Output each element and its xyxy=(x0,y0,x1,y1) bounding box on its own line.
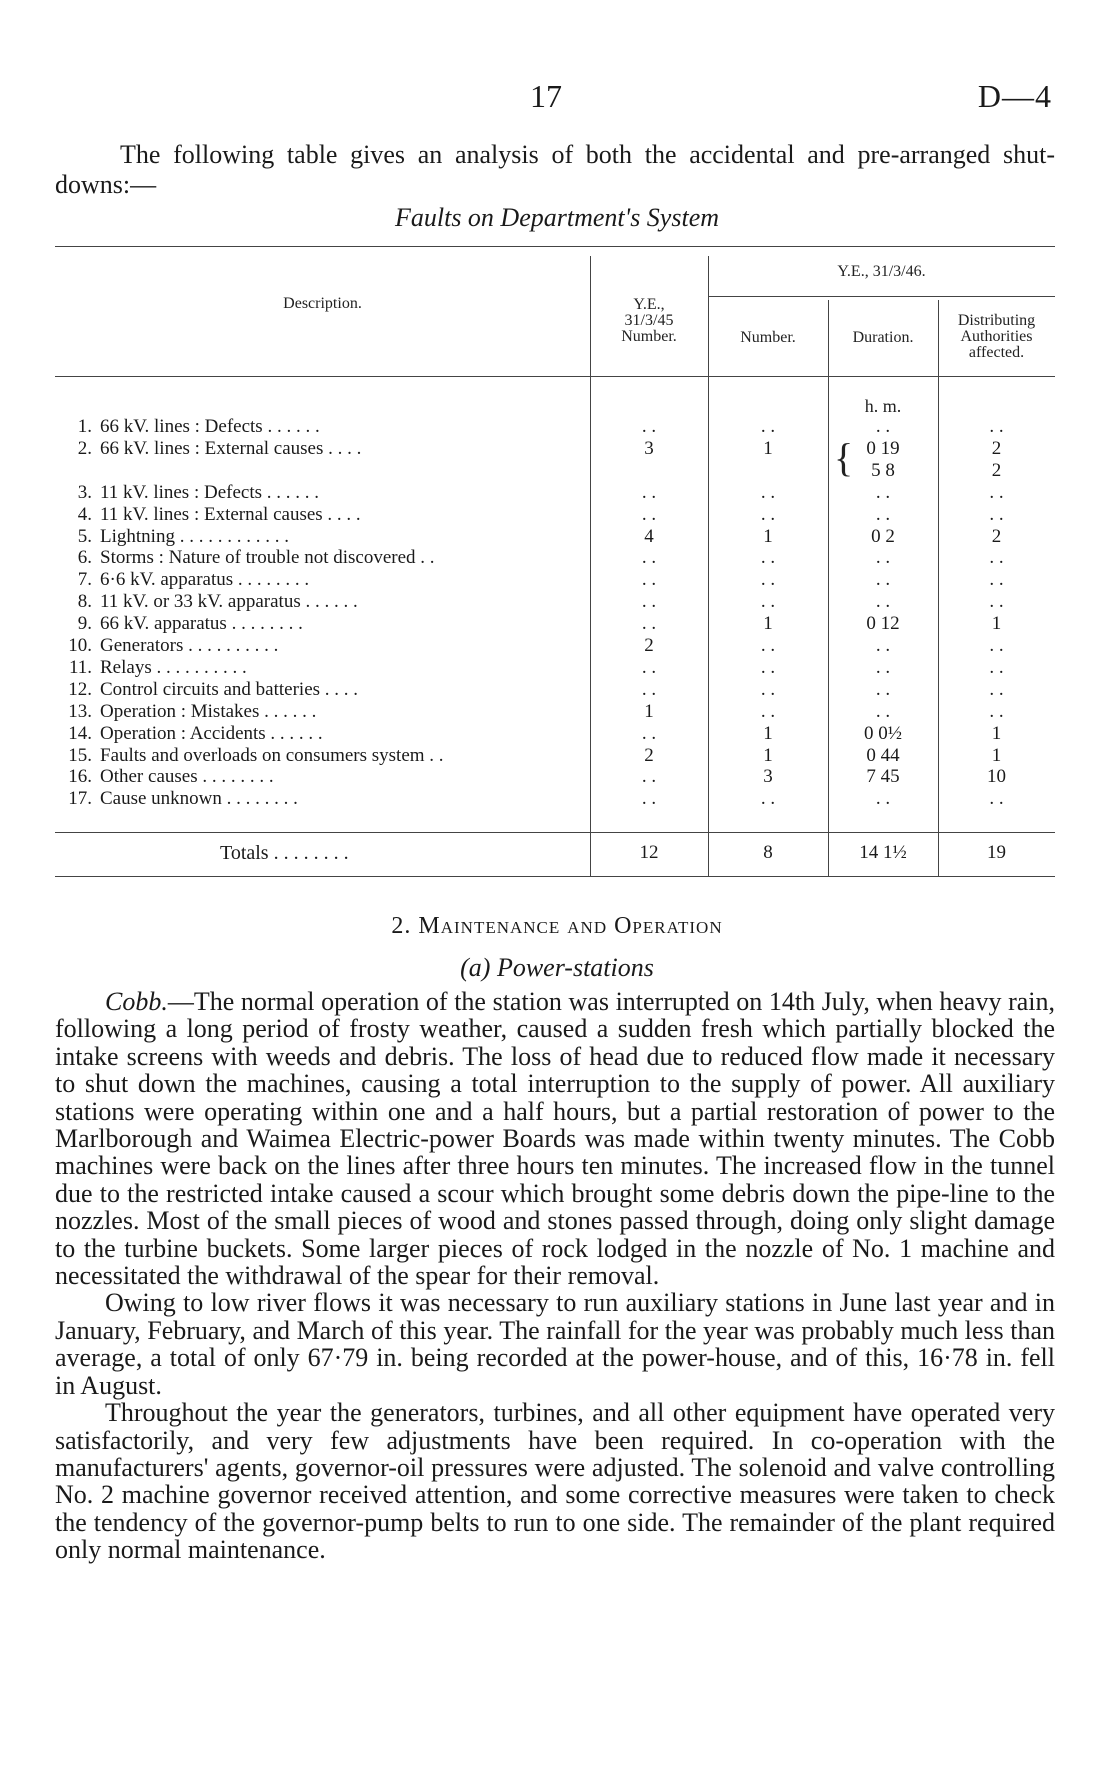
cell-ye45-number: . . xyxy=(641,416,657,437)
cell-number: 1 xyxy=(763,722,773,744)
table-row xyxy=(0,591,1114,613)
table-row xyxy=(0,482,1114,504)
cell-ye45-number: . . xyxy=(641,788,657,810)
section-heading: 2. Maintenance and Operation xyxy=(391,913,723,939)
cell-distributing: . . xyxy=(989,591,1004,613)
cell-distributing: 10 xyxy=(987,766,1006,788)
table-row xyxy=(0,701,1114,723)
cell-duration: . . xyxy=(875,547,891,569)
table-row xyxy=(0,569,1114,591)
body-text xyxy=(55,988,1055,1564)
cell-distributing: . . xyxy=(989,569,1004,591)
table-row xyxy=(0,723,1114,745)
row-description-text: Faults and overloads on consumers system . . xyxy=(100,744,444,766)
table-title: Faults on Department's System xyxy=(394,203,720,232)
cell-duration: . . xyxy=(875,503,891,525)
cell-ye45-number: . . xyxy=(641,591,657,613)
header-bottom-rule xyxy=(55,376,1055,377)
cell-distributing: . . xyxy=(989,788,1004,810)
row-description-text: 11 kV. or 33 kV. apparatus . . . . . . xyxy=(100,591,358,613)
cell-duration: . . xyxy=(875,700,891,722)
table-row xyxy=(0,438,1114,460)
table-row xyxy=(0,460,1114,482)
row-number: 10. xyxy=(68,635,92,656)
table-top-rule xyxy=(55,246,1055,247)
row-description xyxy=(40,526,580,548)
cell-distributing: . . xyxy=(989,416,1004,437)
row-number: 11. xyxy=(68,656,92,678)
intro-paragraph: The following table gives an analysis of both the accidental and pre-arranged shut-downs:— xyxy=(55,140,1055,199)
row-description xyxy=(40,416,580,438)
cell-duration: 0 44 xyxy=(866,744,900,766)
row-number: 8. xyxy=(77,591,92,613)
table-row xyxy=(0,788,1114,810)
cell-number: . . xyxy=(760,788,776,810)
header-ye45-line2: 31/3/45 xyxy=(624,312,674,329)
row-description xyxy=(40,569,580,591)
table-row xyxy=(0,766,1114,788)
row-description-text: 66 kV. lines : Defects . . . . . . xyxy=(100,416,320,437)
row-description-text: Generators . . . . . . . . . . xyxy=(100,635,279,656)
row-description-text: Lightning . . . . . . . . . . . . xyxy=(100,525,289,547)
row-number: 14. xyxy=(68,722,92,744)
row-description xyxy=(40,766,580,788)
header-distrib-line2: Authorities xyxy=(960,328,1033,345)
table-row xyxy=(0,679,1114,701)
paragraph-river-flows: Owing to low river flows it was necessary to run auxiliary stations in June last year and in January, February, and March of this year. The rainfall for the year was probably much less than average, a total of only 67·79 in. being recorded at the power-house, and of this, 16·78 in. fell in August. xyxy=(55,1288,1055,1400)
cell-distributing: . . xyxy=(989,481,1004,503)
row-number: 6. xyxy=(77,547,92,569)
cell-duration: 0 0½ xyxy=(864,722,902,744)
cell-distributing: . . xyxy=(989,678,1004,700)
cell-duration: . . xyxy=(875,416,891,437)
row-description-text: Cause unknown . . . . . . . . xyxy=(100,788,298,810)
row-number: 9. xyxy=(77,613,92,635)
row-number: 16. xyxy=(68,766,92,788)
row-description xyxy=(40,504,580,526)
brace-icon: { xyxy=(834,435,854,480)
lead-word: Cobb. xyxy=(105,987,168,1016)
paragraph-equipment: Throughout the year the generators, turbines, and all other equipment have operated very satisfactorily, and very few adjustments have been required. In co-operation with the manufacturers' agents, governor-oil pressures were adjusted. The solenoid and valve controlling No. 2 machine governor received attention, and some corrective measures were taken to check the tendency of the governor-pump belts to run to one side. The remainder of the plant required only normal maintenance. xyxy=(55,1398,1055,1565)
cell-number: . . xyxy=(760,547,776,569)
row-number: 5. xyxy=(77,525,92,547)
header-ye45-line1: Y.E., xyxy=(633,296,665,313)
sub-heading: (a) Power-stations xyxy=(460,953,654,982)
cell-ye45-number: 2 xyxy=(644,744,654,766)
row-description-text: 66 kV. lines : External causes . . . . xyxy=(100,437,362,459)
cell-distributing: 2 xyxy=(991,437,1002,459)
header-description: Description. xyxy=(283,295,362,312)
cell-number: 1 xyxy=(763,613,773,635)
row-number: 4. xyxy=(77,503,92,525)
duration-unit-label: h. m. xyxy=(864,396,902,416)
cell-ye45-number: . . xyxy=(641,503,657,525)
document-reference: D—4 xyxy=(977,78,1052,114)
cell-number: 1 xyxy=(763,744,773,766)
row-description xyxy=(40,591,580,613)
cell-number: 3 xyxy=(763,766,773,788)
row-description xyxy=(40,438,580,460)
row-description xyxy=(40,723,580,745)
row-description xyxy=(40,679,580,701)
cell-ye45-number: 2 xyxy=(644,635,654,656)
table-row xyxy=(0,613,1114,635)
cell-duration: . . xyxy=(875,678,891,700)
row-number: 1. xyxy=(77,416,92,437)
cell-distributing: . . xyxy=(989,503,1004,525)
row-description xyxy=(40,788,580,810)
cell-ye45-number: . . xyxy=(641,613,657,635)
cell-duration: 0 2 xyxy=(871,525,895,547)
cell-distributing: . . xyxy=(989,700,1004,722)
row-description xyxy=(40,635,580,657)
cell-number: . . xyxy=(760,569,776,591)
row-description-text: Storms : Nature of trouble not discovered . . xyxy=(100,547,435,569)
row-description-text: 11 kV. lines : Defects . . . . . . xyxy=(100,481,320,503)
cell-ye45-number: . . xyxy=(641,678,657,700)
row-description xyxy=(40,460,580,482)
row-number: 2. xyxy=(77,437,92,459)
cell-duration: . . xyxy=(875,635,891,656)
row-number: 12. xyxy=(68,678,92,700)
group-header-rule xyxy=(708,296,1055,297)
cell-number: . . xyxy=(760,591,776,613)
paragraph-cobb xyxy=(55,988,1055,1289)
row-description-text: Operation : Mistakes . . . . . . xyxy=(100,700,317,722)
table-row xyxy=(0,635,1114,657)
row-number: 17. xyxy=(68,788,92,810)
row-description xyxy=(40,547,580,569)
row-description-text: 6·6 kV. apparatus . . . . . . . . xyxy=(100,569,310,591)
totals-number: 8 xyxy=(763,842,773,863)
cell-distributing: 2 xyxy=(991,459,1002,481)
cell-number: . . xyxy=(760,678,776,700)
table-row xyxy=(0,416,1114,438)
cell-duration: . . xyxy=(875,656,891,678)
header-number: Number. xyxy=(740,329,796,346)
cell-distributing: 1 xyxy=(991,613,1002,635)
row-description xyxy=(40,657,580,679)
cell-ye45-number: . . xyxy=(641,547,657,569)
totals-distributing: 19 xyxy=(987,842,1006,863)
row-description xyxy=(40,745,580,767)
cell-duration: . . xyxy=(875,481,891,503)
cell-distributing: . . xyxy=(989,547,1004,569)
table-bottom-rule xyxy=(55,876,1055,877)
cell-duration: . . xyxy=(875,788,891,810)
row-description-text: Operation : Accidents . . . . . . xyxy=(100,722,323,744)
row-number: 7. xyxy=(77,569,92,591)
cell-number: 1 xyxy=(763,525,773,547)
cell-number: . . xyxy=(760,503,776,525)
totals-top-rule xyxy=(55,832,1055,833)
totals-duration: 14 1½ xyxy=(859,842,907,863)
header-distrib-line3: affected. xyxy=(968,344,1025,361)
cell-ye45-number: . . xyxy=(641,569,657,591)
page-number: 17 xyxy=(530,78,562,114)
table-row xyxy=(0,547,1114,569)
cell-duration: 0 12 xyxy=(866,613,900,635)
header-duration: Duration. xyxy=(852,329,914,346)
cell-ye45-number: 3 xyxy=(644,437,654,459)
row-description-text: Control circuits and batteries . . . . xyxy=(100,678,359,700)
row-description-text: 66 kV. apparatus . . . . . . . . xyxy=(100,613,303,635)
row-number: 13. xyxy=(68,700,92,722)
cell-ye45-number: . . xyxy=(641,766,657,788)
cell-distributing: . . xyxy=(989,635,1004,656)
cell-duration: 7 45 xyxy=(866,766,900,788)
cell-duration: . . xyxy=(875,569,891,591)
page-header xyxy=(0,78,1114,118)
cell-number: . . xyxy=(760,481,776,503)
header-ye45-line3: Number. xyxy=(621,328,677,345)
cell-distributing: . . xyxy=(989,656,1004,678)
cell-distributing: 1 xyxy=(991,744,1002,766)
row-description xyxy=(40,613,580,635)
cell-number: 1 xyxy=(763,437,773,459)
table-row xyxy=(0,526,1114,548)
cell-duration: 0 19 xyxy=(866,437,900,459)
table-row xyxy=(0,657,1114,679)
row-number: 15. xyxy=(68,744,92,766)
cell-ye45-number: 4 xyxy=(644,525,654,547)
row-description-text: Other causes . . . . . . . . xyxy=(100,766,274,788)
table-row xyxy=(0,745,1114,767)
row-description-text: Relays . . . . . . . . . . xyxy=(100,656,247,678)
cell-ye45-number: . . xyxy=(641,656,657,678)
cell-distributing: 1 xyxy=(991,722,1002,744)
paragraph-text: —The normal operation of the station was interrupted on 14th July, when heavy rain, following a long period of frosty weather, caused a sudden fresh which partially blocked the intake screens with weeds and debris. The loss of head due to reduced flow made it necessary to shut down the machines, causing a total interruption to the supply of power. All auxiliary stations were operating within one and a half hours, but a partial restoration of power to the Marlborough and Waimea Electric-power Boards was made within twenty minutes. The Cobb machines were back on the lines after three hours ten minutes. The increased flow in the tunnel due to the restricted intake caused a scour which brought some debris down the pipe-line to the nozzles. Most of the small pieces of wood and stones passed through, doing only slight damage to the turbine buckets. Some larger pieces of rock lodged in the nozzle of No. 1 machine and necessitated the withdrawal of the spear for their removal. xyxy=(55,987,1055,1291)
cell-duration: . . xyxy=(875,591,891,613)
cell-ye45-number: . . xyxy=(641,722,657,744)
row-description xyxy=(40,482,580,504)
cell-number: . . xyxy=(760,635,776,656)
cell-ye45-number: 1 xyxy=(644,700,654,722)
totals-row xyxy=(0,842,1114,864)
row-description xyxy=(40,701,580,723)
totals-ye45: 12 xyxy=(639,842,659,863)
header-ye46-group: Y.E., 31/3/46. xyxy=(837,263,926,280)
row-description-text: 11 kV. lines : External causes . . . . xyxy=(100,503,361,525)
cell-ye45-number: . . xyxy=(641,481,657,503)
totals-label: Totals . . . . . . . . xyxy=(220,842,349,864)
cell-number: . . xyxy=(760,656,776,678)
cell-distributing: 2 xyxy=(991,525,1002,547)
header-distrib-line1: Distributing xyxy=(957,312,1036,329)
cell-number: . . xyxy=(760,700,776,722)
cell-number: . . xyxy=(760,416,776,437)
table-row xyxy=(0,504,1114,526)
cell-duration: 5 8 xyxy=(871,459,895,481)
row-number: 3. xyxy=(77,481,92,503)
